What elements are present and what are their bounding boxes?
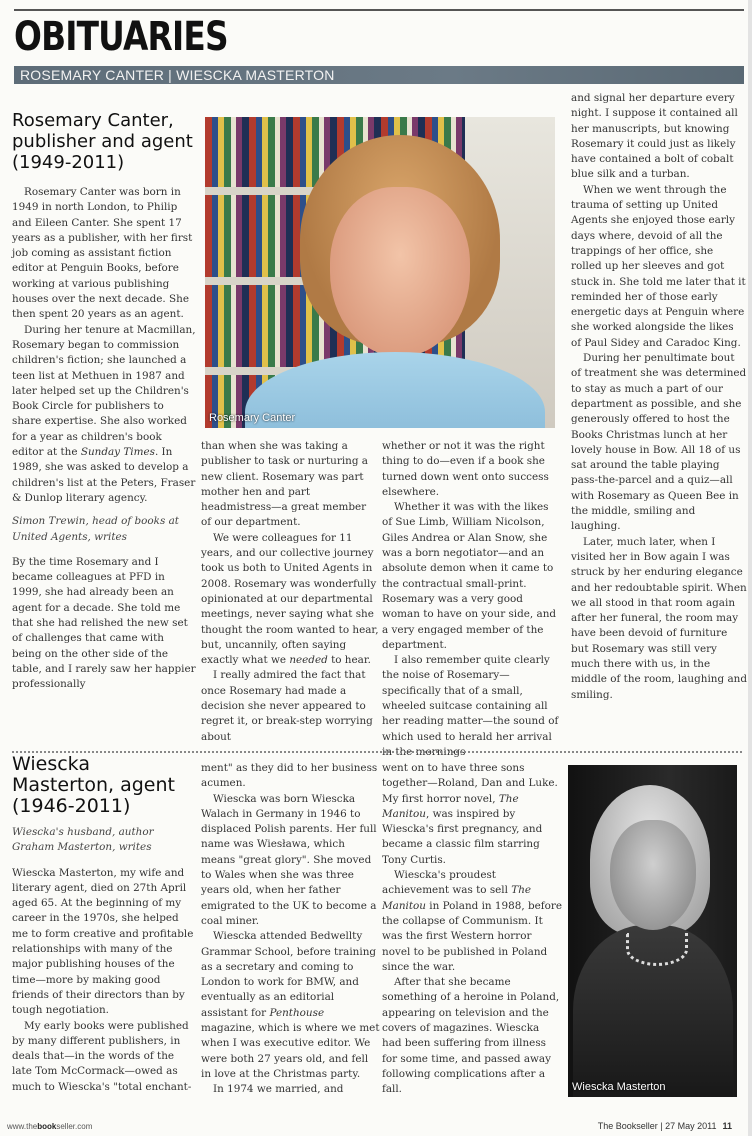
paragraph — [12, 185, 196, 323]
photo-caption: Rosemary Canter — [209, 412, 296, 424]
paragraph — [382, 500, 560, 653]
paragraph — [571, 535, 747, 703]
paragraph — [382, 439, 560, 500]
canter-body-tribute — [12, 555, 196, 693]
text-run: and signal her departure every night. I suppose it contained all her manuscripts, but knowing Rosemary it could just as likely have contained a bolt of cobalt blue silk and a turban. — [571, 92, 738, 181]
italic-title: The Manitou — [382, 884, 532, 912]
paragraph — [382, 653, 560, 760]
canter-body — [12, 185, 196, 506]
footer-publication — [598, 1121, 732, 1131]
rosemary-canter-photo — [205, 117, 555, 428]
masterton-column-2 — [201, 761, 381, 1098]
paragraph — [12, 866, 196, 1019]
italic-title: needed — [289, 654, 328, 667]
text-run: I really admired the fact that once Rosemary had made a decision she never appeared to regret it, or break-step worrying about — [201, 669, 373, 743]
text-run: than when she was taking a publisher to task or nurturing a new client. Rosemary was part mother hen and part headmistress—a great member of our department. — [201, 440, 368, 529]
publication-date: The Bookseller | 27 May 2011 — [597, 1121, 717, 1131]
url-part: book — [37, 1122, 57, 1131]
footer-url — [7, 1122, 92, 1131]
paragraph — [201, 1082, 381, 1097]
paragraph — [571, 351, 747, 535]
text-run: , was inspired by Wiescka's first pregnancy, and became a classic film starring Tony Curtis. — [382, 807, 543, 866]
paragraph — [12, 1019, 196, 1095]
page-number: 11 — [722, 1121, 732, 1131]
text-run: In 1974 we married, and — [213, 1083, 344, 1096]
text-run: to hear. — [327, 654, 371, 667]
masterton-column-3 — [382, 761, 562, 1098]
paragraph — [12, 555, 196, 693]
masterton-heading: Wiescka Masterton, agent (1946-2011) — [12, 753, 175, 817]
text-run: Whether it was with the likes of Sue Limb, William Nicolson, Giles Andrea or Alan Snow, she was a born negotiator—and an absolute demon when it came to the contractual small-print. Rosemary was a very good woman to have on your side, and a very engaged member of the department. — [382, 501, 557, 651]
article-divider — [12, 751, 742, 753]
paragraph — [382, 975, 562, 1097]
paragraph — [201, 761, 381, 792]
text-run: Later, much later, when I visited her in Bow again I was struck by her enduring elegance and her redoubtable spirit. When we all stood in that room again after her funeral, the room may have been devoid of furniture but Rosemary was still very much there with us, in the middle of the room, laughing and smiling. — [571, 535, 747, 701]
paragraph — [201, 792, 381, 930]
subtitle: ROSEMARY CANTER | WIESCKA MASTERTON — [20, 67, 335, 83]
text-run: I also remember quite clearly the noise of Rosemary—specifically that of a small, wheeled suitcase containing all her reading matter—the sound of which used to herald her arrival in the mornings — [382, 654, 559, 758]
text-run: Wiescka's proudest achievement was to sell — [382, 869, 512, 897]
paragraph — [12, 323, 196, 507]
text-run: During her penultimate bout of treatment she was determined to stay as much a part of our department as possible, and she generously offered to host the Books Christmas lunch at her lovely house in Bow. All 18 of us sat around the table playing pass-the-parcel and a quiz—all with Rosemary as Queen Bee in the middle, smiling and laughing. — [571, 352, 747, 533]
header-rule — [14, 9, 744, 11]
masterton-byline: Wiescka's husband, author Graham Masterton, writes — [12, 826, 154, 854]
paragraph — [571, 91, 747, 183]
text-run: went on to have three sons together—Roland, Dan and Luke. My first horror novel, — [382, 762, 558, 805]
paragraph — [201, 531, 379, 669]
paragraph — [571, 183, 747, 351]
italic-title: Sunday Times — [80, 446, 155, 459]
text-run: During her tenure at Macmillan, Rosemary began to commission children's fiction; she launched a teen list at Methuen in 1987 and later helped set up the Children's Book Circle for publishers to share expertise. She also worked for a year as children's book editor at the — [12, 323, 196, 459]
text-run: Wiescka Masterton, my wife and literary agent, died on 27th April aged 65. At the beginning of my career in the 1970s, she helped me to form creative and profitable relationships with many of the major publishing houses of the time—more by making good friends of their directors than by tough negotiation. — [12, 866, 194, 1017]
canter-body — [571, 91, 747, 703]
masterton-body — [382, 761, 562, 1098]
text-run: We were colleagues for 11 years, and our collective journey took us both to United Agents in 2008. Rosemary was wonderfully opinionated at our departmental meetings, never saying what she thought the room wanted to hear, but, uncannily, often saying exactly what we — [201, 531, 379, 667]
canter-body — [382, 439, 560, 760]
paragraph — [201, 929, 381, 1082]
wiescka-masterton-photo — [568, 765, 737, 1097]
paragraph — [201, 668, 379, 744]
masterton-column-1 — [12, 754, 196, 1095]
text-run: Wiescka was born Wiescka Walach in Germany in 1946 to displaced Polish parents. Her full name was Wiesława, which means "great glory". She moved to Wales when she was three years old, when her father emigrated to the UK to become a coal miner. — [201, 792, 377, 927]
canter-heading: Rosemary Canter, publisher and agent (1949-2011) — [12, 110, 193, 173]
paragraph — [201, 439, 379, 531]
text-run: whether or not it was the right thing to do—even if a book she turned down went onto success elsewhere. — [382, 440, 549, 498]
text-run: magazine, which is where we met when I was executive editor. We were both 27 years old, and fell in love at the Christmas party. — [201, 1022, 380, 1080]
paragraph — [382, 761, 562, 868]
page-edge — [748, 0, 752, 1136]
text-run: After that she became something of a heroine in Poland, appearing on television and the covers of magazines. Wiescka had been suffering from illness for some time, and passed away following complications after a fall. — [382, 976, 560, 1096]
url-part: www.the — [7, 1122, 38, 1131]
canter-column-2 — [201, 439, 379, 745]
text-run: Wiescka attended Bedwellty Grammar School, before training as a secretary and coming to London to work for BMW, and eventually as an editorial assistant for — [201, 930, 377, 1019]
subtitle-band — [14, 66, 744, 84]
text-run: ment" as they did to her business acumen. — [201, 762, 378, 790]
paragraph — [382, 868, 562, 975]
masterton-body — [12, 866, 196, 1095]
url-part: seller.com — [56, 1122, 93, 1131]
canter-byline: Simon Trewin, head of books at United Agents, writes — [12, 515, 179, 543]
photo-caption: Wiescka Masterton — [572, 1081, 666, 1093]
canter-column-1 — [12, 110, 196, 693]
text-run: . In 1989, she was asked to develop a children's list at the Peters, Fraser & Dunlop literary agency. — [12, 446, 196, 504]
text-run: in Poland in 1988, before the collapse of Communism. It was the first Western horror novel to be published in Poland since the war. — [382, 899, 562, 973]
text-run: Rosemary Canter was born in 1949 in north London, to Philip and Eileen Canter. She spent 17 years as a publisher, with her first job coming as assistant fiction editor at Penguin Books, before working at various publishing houses over the next decade. She then spent 20 years as an agent. — [12, 186, 193, 321]
text-run: My early books were published by many different publishers, in deals that—in the words of the late Tom McCormack—owed as much to Wiescka's "total enchant- — [12, 1019, 192, 1093]
canter-column-4 — [571, 91, 747, 703]
masterton-body — [201, 761, 381, 1098]
text-run: When we went through the trauma of setting up United Agents she enjoyed those early days where, devoid of all the trappings of her office, she rolled up her sleeves and got stuck in. She told me later that it reminded her of those early energetic days at Penguin where she worked alongside the likes of Paul Sidey and Caradoc King. — [571, 183, 746, 349]
section-title: OBITUARIES — [14, 14, 228, 60]
italic-title: The Manitou — [382, 792, 519, 820]
text-run: By the time Rosemary and I became colleagues at PFD in 1999, she had already been an agent for a decade. She told me that she had relished the new set of challenges that came with being on the other side of the table, and I rarely saw her happier professionally — [12, 555, 196, 691]
italic-title: Penthouse — [269, 1006, 325, 1019]
canter-column-3 — [382, 439, 560, 760]
canter-body — [201, 439, 379, 745]
